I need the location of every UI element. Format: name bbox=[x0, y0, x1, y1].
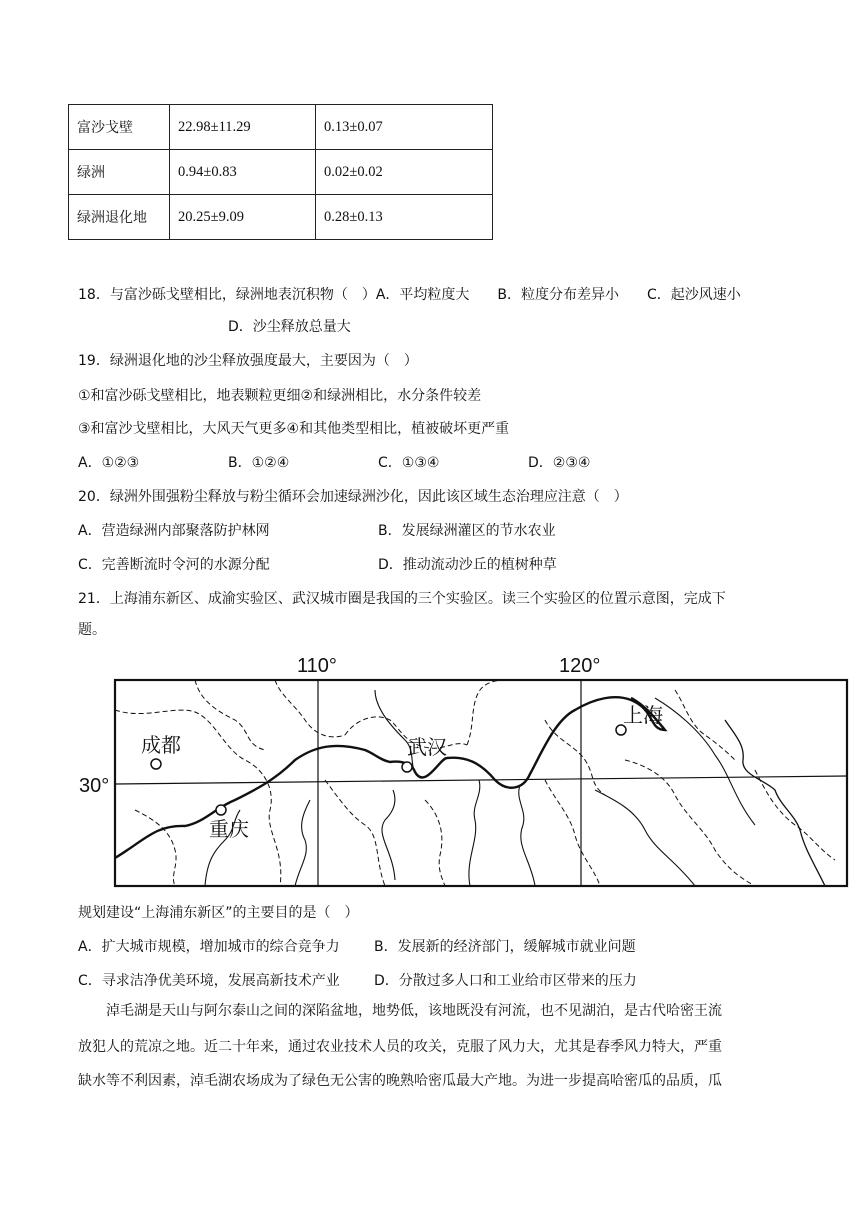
table-cell: 富沙戈壁 bbox=[69, 105, 170, 150]
question-21-option-c: C．寻求洁净优美环境，发展高新技术产业 bbox=[78, 973, 340, 989]
data-table bbox=[68, 104, 493, 240]
question-19-statement-2: ③和富沙戈壁相比，大风天气更多④和其他类型相比，植被破坏更严重 bbox=[78, 421, 510, 437]
passage-line-3: 缺水等不利因素，淖毛湖农场成为了绿色无公害的晚熟哈密瓜最大产地。为进一步提高哈密瓜的品质，瓜 bbox=[78, 1073, 722, 1089]
question-19-option-c: C．①③④ bbox=[378, 455, 440, 471]
table-row bbox=[69, 105, 493, 150]
question-21-option-a: A．扩大城市规模，增加城市的综合竞争力 bbox=[78, 939, 340, 955]
table-cell: 绿洲 bbox=[69, 150, 170, 195]
question-20-option-a: A．营造绿洲内部聚落防护林网 bbox=[78, 523, 270, 539]
question-21-question: 规划建设“上海浦东新区”的主要目的是（ ） bbox=[78, 905, 359, 921]
question-20-option-b: B．发展绿洲灌区的节水农业 bbox=[378, 523, 556, 539]
question-21-stem-cont: 题。 bbox=[78, 622, 106, 638]
table-row bbox=[69, 195, 493, 240]
table-cell: 0.02±0.02 bbox=[316, 150, 493, 195]
longitude-label-120: 120° bbox=[559, 655, 601, 677]
city-label-chengdu: 成都 bbox=[141, 733, 181, 757]
question-18-option-d: D．沙尘释放总量大 bbox=[228, 319, 351, 335]
table-cell: 绿洲退化地 bbox=[69, 195, 170, 240]
question-21-option-d: D．分散过多人口和工业给市区带来的压力 bbox=[374, 973, 637, 989]
table-cell: 0.13±0.07 bbox=[316, 105, 493, 150]
city-label-shanghai: 上海 bbox=[623, 703, 663, 727]
question-19-statement-1: ①和富沙砾戈壁相比，地表颗粒更细②和绿洲相比，水分条件较差 bbox=[78, 388, 482, 404]
table-row bbox=[69, 150, 493, 195]
question-19-option-a: A．①②③ bbox=[78, 455, 140, 471]
question-20-option-d: D．推动流动沙丘的植树种草 bbox=[378, 557, 557, 573]
wuhan-marker bbox=[402, 762, 412, 772]
question-20-stem: 20．绿洲外围强粉尘释放与粉尘循环会加速绿洲沙化，因此该区域生态治理应注意（ ） bbox=[78, 489, 628, 505]
chengdu-marker bbox=[151, 759, 161, 769]
question-19-stem: 19．绿洲退化地的沙尘释放强度最大，主要因为（ ） bbox=[78, 353, 418, 369]
latitude-label-30: 30° bbox=[79, 775, 110, 797]
question-18-stem: 18．与富沙砾戈壁相比，绿洲地表沉积物（ ）A．平均粒度大 B．粒度分布差异小 C．起沙风速小 bbox=[78, 287, 741, 303]
city-label-chongqing: 重庆 bbox=[209, 817, 249, 841]
table-cell: 22.98±11.29 bbox=[170, 105, 316, 150]
passage-line-2: 放犯人的荒凉之地。近二十年来，通过农业技术人员的攻关，克服了风力大，尤其是春季风力特大，严重 bbox=[78, 1039, 722, 1055]
city-label-wuhan: 武汉 bbox=[407, 735, 447, 759]
question-20-option-c: C．完善断流时令河的水源分配 bbox=[78, 557, 270, 573]
chongqing-marker bbox=[216, 805, 226, 815]
question-19-option-b: B．①②④ bbox=[228, 455, 290, 471]
question-21-option-b: B．发展新的经济部门，缓解城市就业问题 bbox=[374, 939, 636, 955]
table-cell: 20.25±9.09 bbox=[170, 195, 316, 240]
question-19-option-d: D．②③④ bbox=[528, 455, 591, 471]
longitude-label-110: 110° bbox=[297, 655, 337, 677]
map-figure bbox=[75, 650, 855, 890]
passage-line-1: 淖毛湖是天山与阿尔泰山之间的深陷盆地，地势低，该地既没有河流，也不见湖泊，是古代哈密王流 bbox=[106, 1003, 722, 1019]
table-cell: 0.94±0.83 bbox=[170, 150, 316, 195]
question-21-stem: 21．上海浦东新区、成渝实验区、武汉城市圈是我国的三个实验区。读三个实验区的位置示意图，完成下 bbox=[78, 591, 726, 607]
table-cell: 0.28±0.13 bbox=[316, 195, 493, 240]
